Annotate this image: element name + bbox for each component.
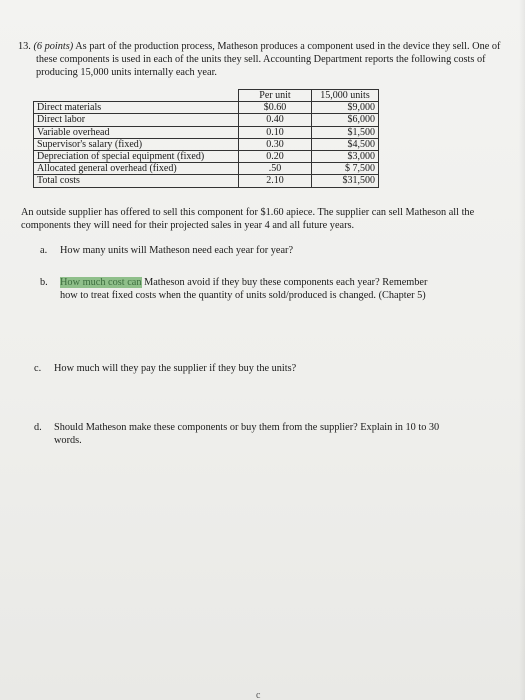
table-row — [34, 126, 379, 138]
row-label: Variable overhead — [34, 126, 239, 138]
question-text: Should Matheson make these components or buy them from the supplier? Explain in 10 to 30 — [54, 422, 440, 433]
question-text: How much will they pay the supplier if they buy the units? — [54, 363, 297, 374]
table-row — [34, 138, 379, 150]
supplier-paragraph: An outside supplier has offered to sell this component for $1.60 apiece. The supplier can sell Matheson all the components they will need for their projected sales in year 4 and all future years. — [21, 207, 475, 231]
problem-points: (6 points) — [33, 41, 74, 52]
table-header-per-unit: Per unit — [239, 90, 312, 102]
row-total: $9,000 — [312, 102, 379, 114]
row-label: Supervisor's salary (fixed) — [34, 138, 239, 150]
table-row — [34, 102, 379, 114]
question-a — [40, 244, 490, 257]
question-text: How many units will Matheson need each year for year? — [60, 245, 294, 256]
row-label: Total costs — [34, 175, 239, 187]
table-header-total: 15,000 units — [312, 90, 379, 102]
question-text-continued: how to treat fixed costs when the quantity of units sold/produced is changed. (Chapter 5) — [60, 290, 426, 301]
table-header-blank — [34, 90, 239, 102]
question-b — [40, 276, 490, 302]
problem-number: 13. — [18, 41, 31, 52]
row-total: $31,500 — [312, 175, 379, 187]
row-per-unit: 0.40 — [239, 114, 312, 126]
question-letter: b. — [40, 277, 48, 288]
row-per-unit: 0.10 — [239, 126, 312, 138]
problem-statement — [18, 40, 511, 79]
question-text: Matheson avoid if they buy these components each year? Remember — [144, 277, 428, 288]
row-label: Allocated general overhead (fixed) — [34, 163, 239, 175]
row-per-unit: .50 — [239, 163, 312, 175]
row-total: $3,000 — [312, 151, 379, 163]
highlighted-text: How much cost can — [60, 277, 142, 288]
page-footer-mark: c — [256, 690, 261, 700]
question-letter: d. — [34, 422, 42, 433]
problem-text: As part of the production process, Matheson produces a component used in the device they sell. One of these components is used in each of the units they sell. Accounting Department reports the following costs of producing 15,000 units internally each year. — [36, 41, 501, 78]
row-total: $6,000 — [312, 114, 379, 126]
row-total: $ 7,500 — [312, 163, 379, 175]
question-letter: c. — [34, 363, 42, 374]
row-per-unit: 0.20 — [239, 151, 312, 163]
question-text-continued: words. — [54, 435, 82, 446]
table-header-row — [34, 90, 379, 102]
table-row-total — [34, 175, 379, 187]
row-per-unit: 0.30 — [239, 138, 312, 150]
question-letter: a. — [40, 245, 48, 256]
table-row — [34, 163, 379, 175]
row-label: Direct materials — [34, 102, 239, 114]
page-edge-shadow — [519, 0, 525, 700]
row-total: $1,500 — [312, 126, 379, 138]
cost-table — [33, 89, 379, 188]
row-per-unit: $0.60 — [239, 102, 312, 114]
row-label: Direct labor — [34, 114, 239, 126]
table-row — [34, 151, 379, 163]
row-label: Depreciation of special equipment (fixed) — [34, 151, 239, 163]
row-total: $4,500 — [312, 138, 379, 150]
row-per-unit: 2.10 — [239, 175, 312, 187]
question-c — [34, 362, 494, 375]
table-row — [34, 114, 379, 126]
question-d — [34, 421, 504, 447]
